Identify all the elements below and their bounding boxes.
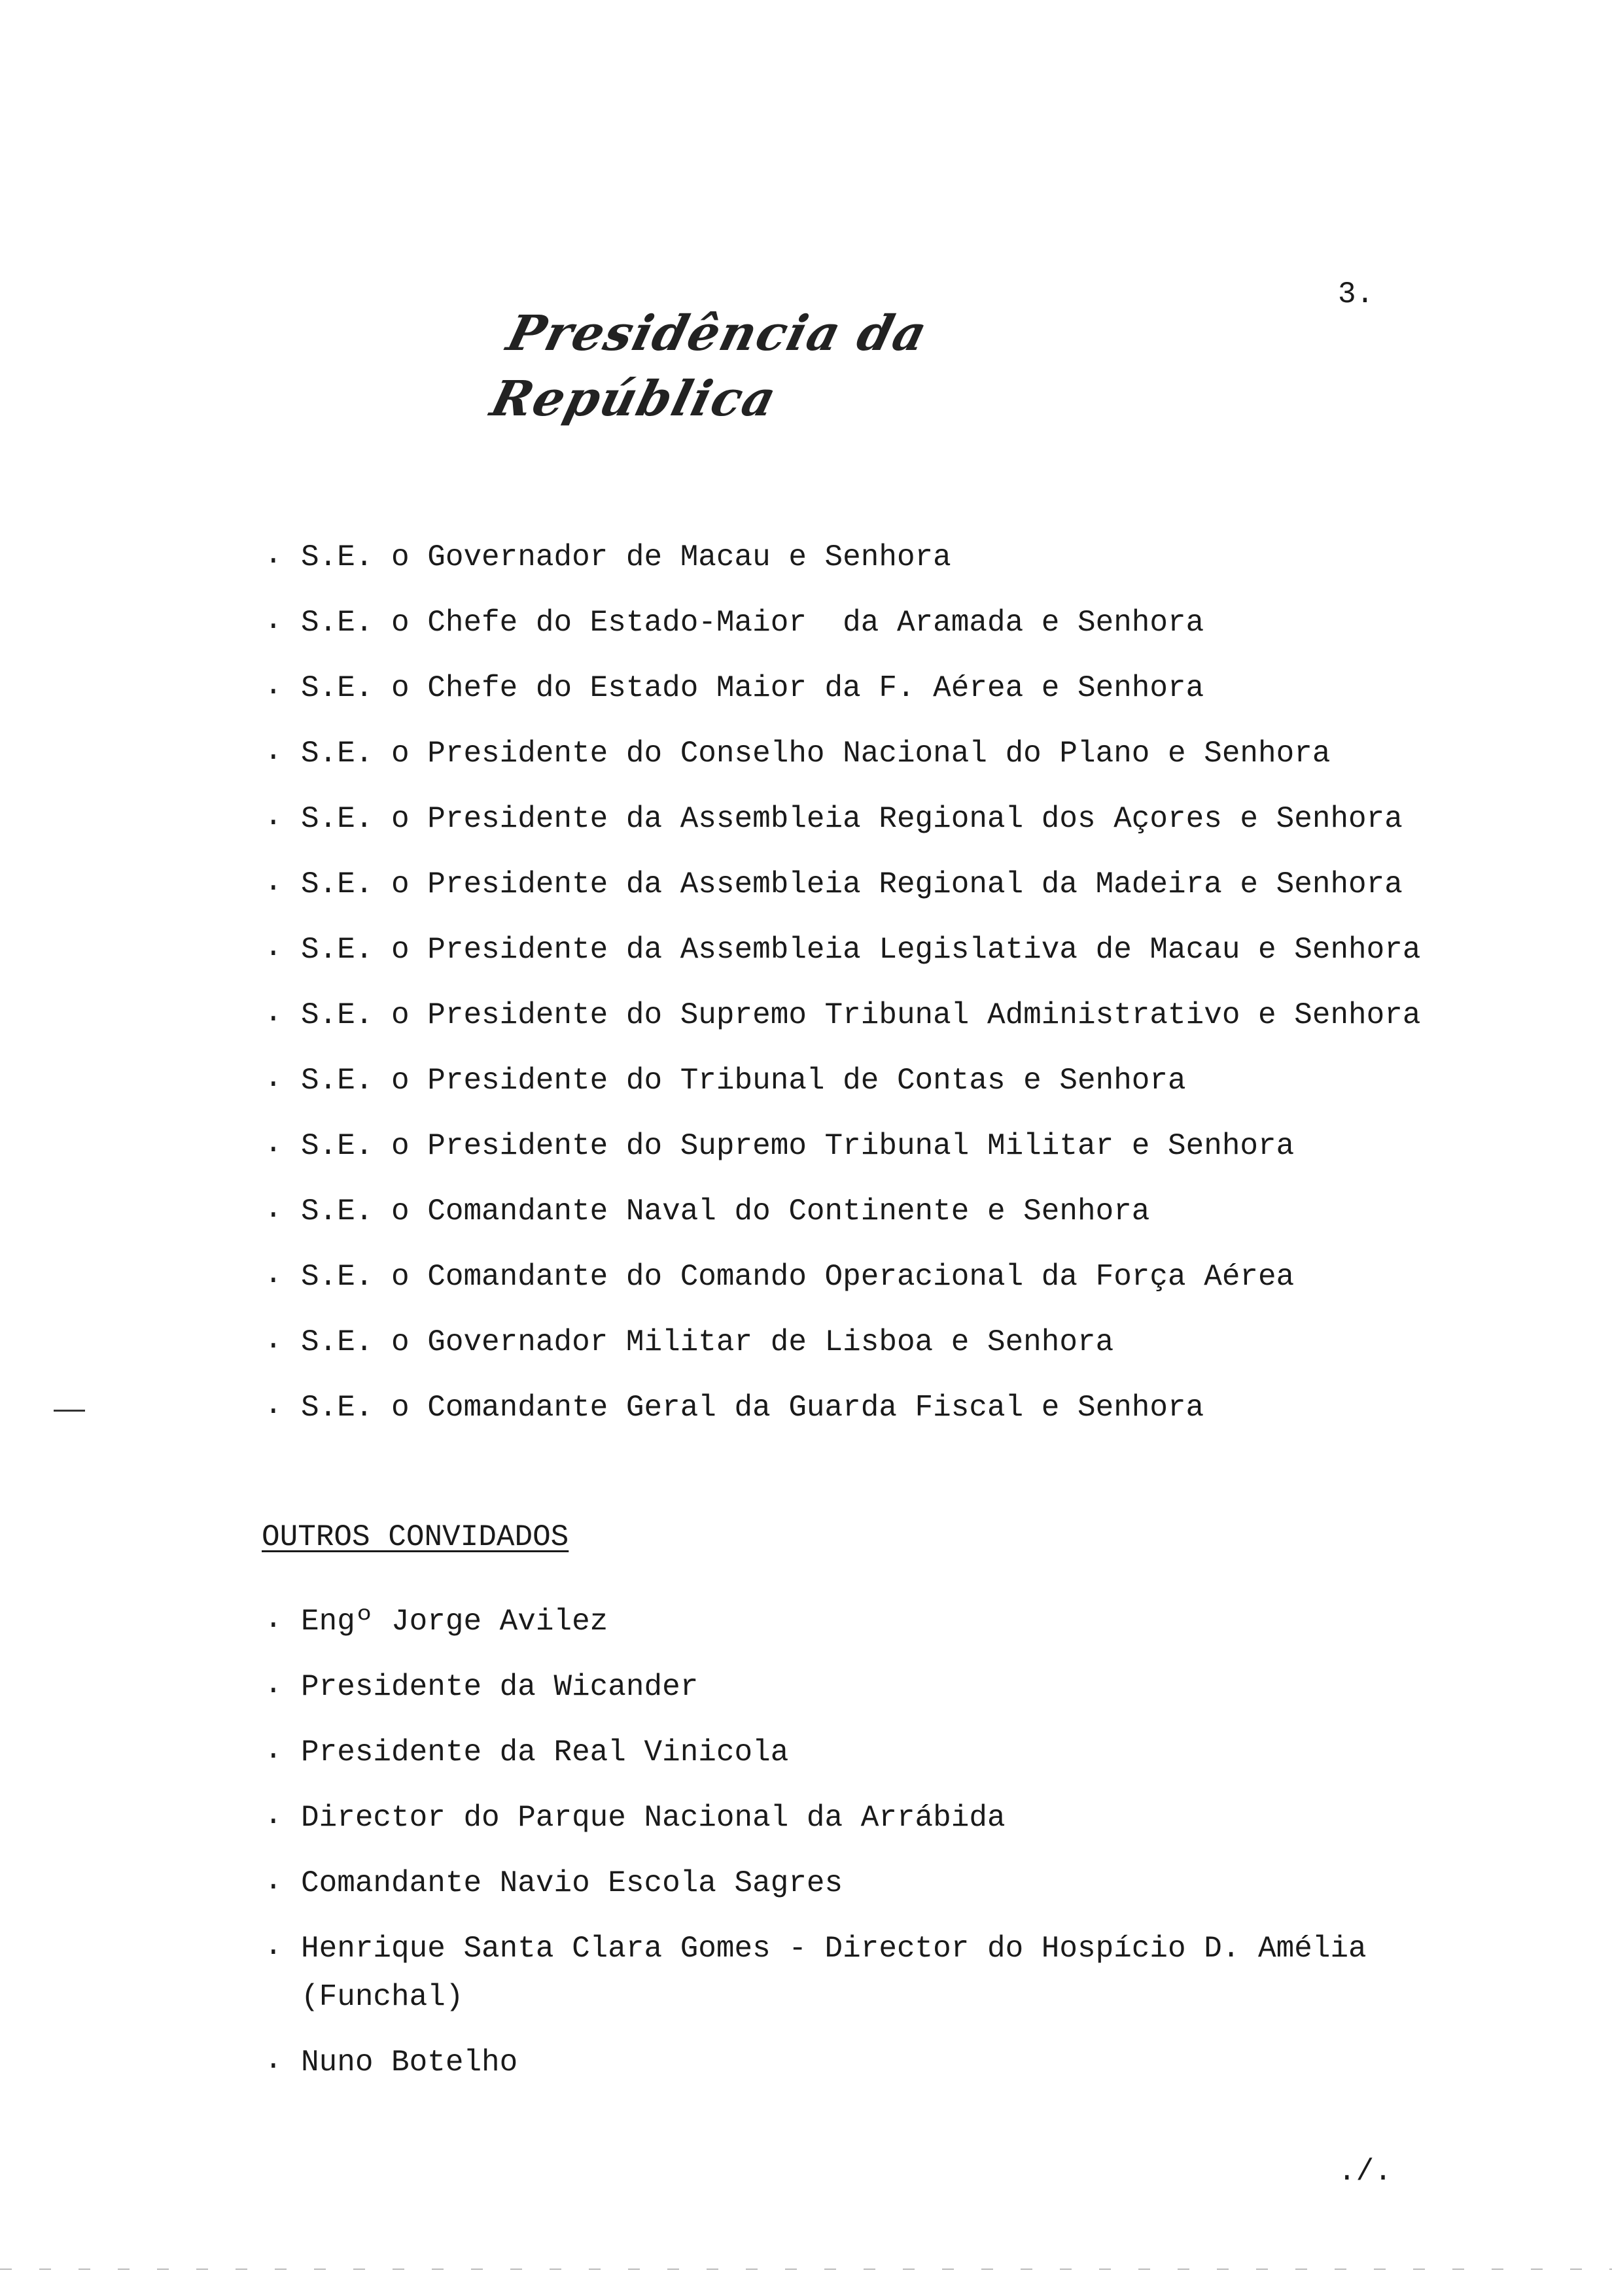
list-item: . Henrique Santa Clara Gomes - Director do Hospício D. Amélia (Funchal) — [262, 1924, 1544, 2038]
other-guests-list — [262, 1597, 1544, 2104]
list-item: . S.E. o Comandante do Comando Operacional da Força Aérea — [262, 1257, 1420, 1323]
list-item: . Nuno Botelho — [262, 2038, 1544, 2104]
list-item: . S.E. o Presidente do Supremo Tribunal Militar e Senhora — [262, 1126, 1420, 1192]
list-item: . S.E. o Governador Militar de Lisboa e Senhora — [262, 1323, 1420, 1388]
list-item: . S.E. o Presidente da Assembleia Legislativa de Macau e Senhora — [262, 930, 1420, 996]
page-number: 3. — [1338, 277, 1375, 311]
other-guests-heading: OUTROS CONVIDADOS — [262, 1520, 569, 1554]
dignitaries-list — [262, 538, 1420, 1453]
list-item: . S.E. o Governador de Macau e Senhora — [262, 538, 1420, 603]
list-item: . Presidente da Wicander — [262, 1663, 1544, 1728]
list-item: . S.E. o Chefe do Estado-Maior da Aramada e Senhora — [262, 603, 1420, 669]
list-item: . Engº Jorge Avilez — [262, 1597, 1544, 1663]
list-item: . S.E. o Comandante Geral da Guarda Fiscal e Senhora — [262, 1388, 1420, 1453]
list-item: . Comandante Navio Escola Sagres — [262, 1859, 1544, 1924]
list-item: . S.E. o Presidente da Assembleia Regional da Madeira e Senhora — [262, 865, 1420, 930]
letterhead-presidencia: Presidência da República — [485, 305, 934, 427]
list-item: . S.E. o Presidente da Assembleia Regional dos Açores e Senhora — [262, 799, 1420, 865]
list-item: . S.E. o Comandante Naval do Continente e Senhora — [262, 1192, 1420, 1257]
margin-dash — [54, 1410, 85, 1412]
scan-edge-line — [0, 2269, 1612, 2270]
list-item: . S.E. o Presidente do Tribunal de Contas e Senhora — [262, 1061, 1420, 1126]
list-item: . Director do Parque Nacional da Arrábida — [262, 1794, 1544, 1859]
list-item: . S.E. o Presidente do Conselho Nacional do Plano e Senhora — [262, 734, 1420, 799]
list-item: . S.E. o Chefe do Estado Maior da F. Aérea e Senhora — [262, 669, 1420, 734]
list-item: . Presidente da Real Vinicola — [262, 1728, 1544, 1794]
list-item: . S.E. o Presidente do Supremo Tribunal Administrativo e Senhora — [262, 996, 1420, 1061]
continuation-mark: ./. — [1338, 2155, 1392, 2189]
